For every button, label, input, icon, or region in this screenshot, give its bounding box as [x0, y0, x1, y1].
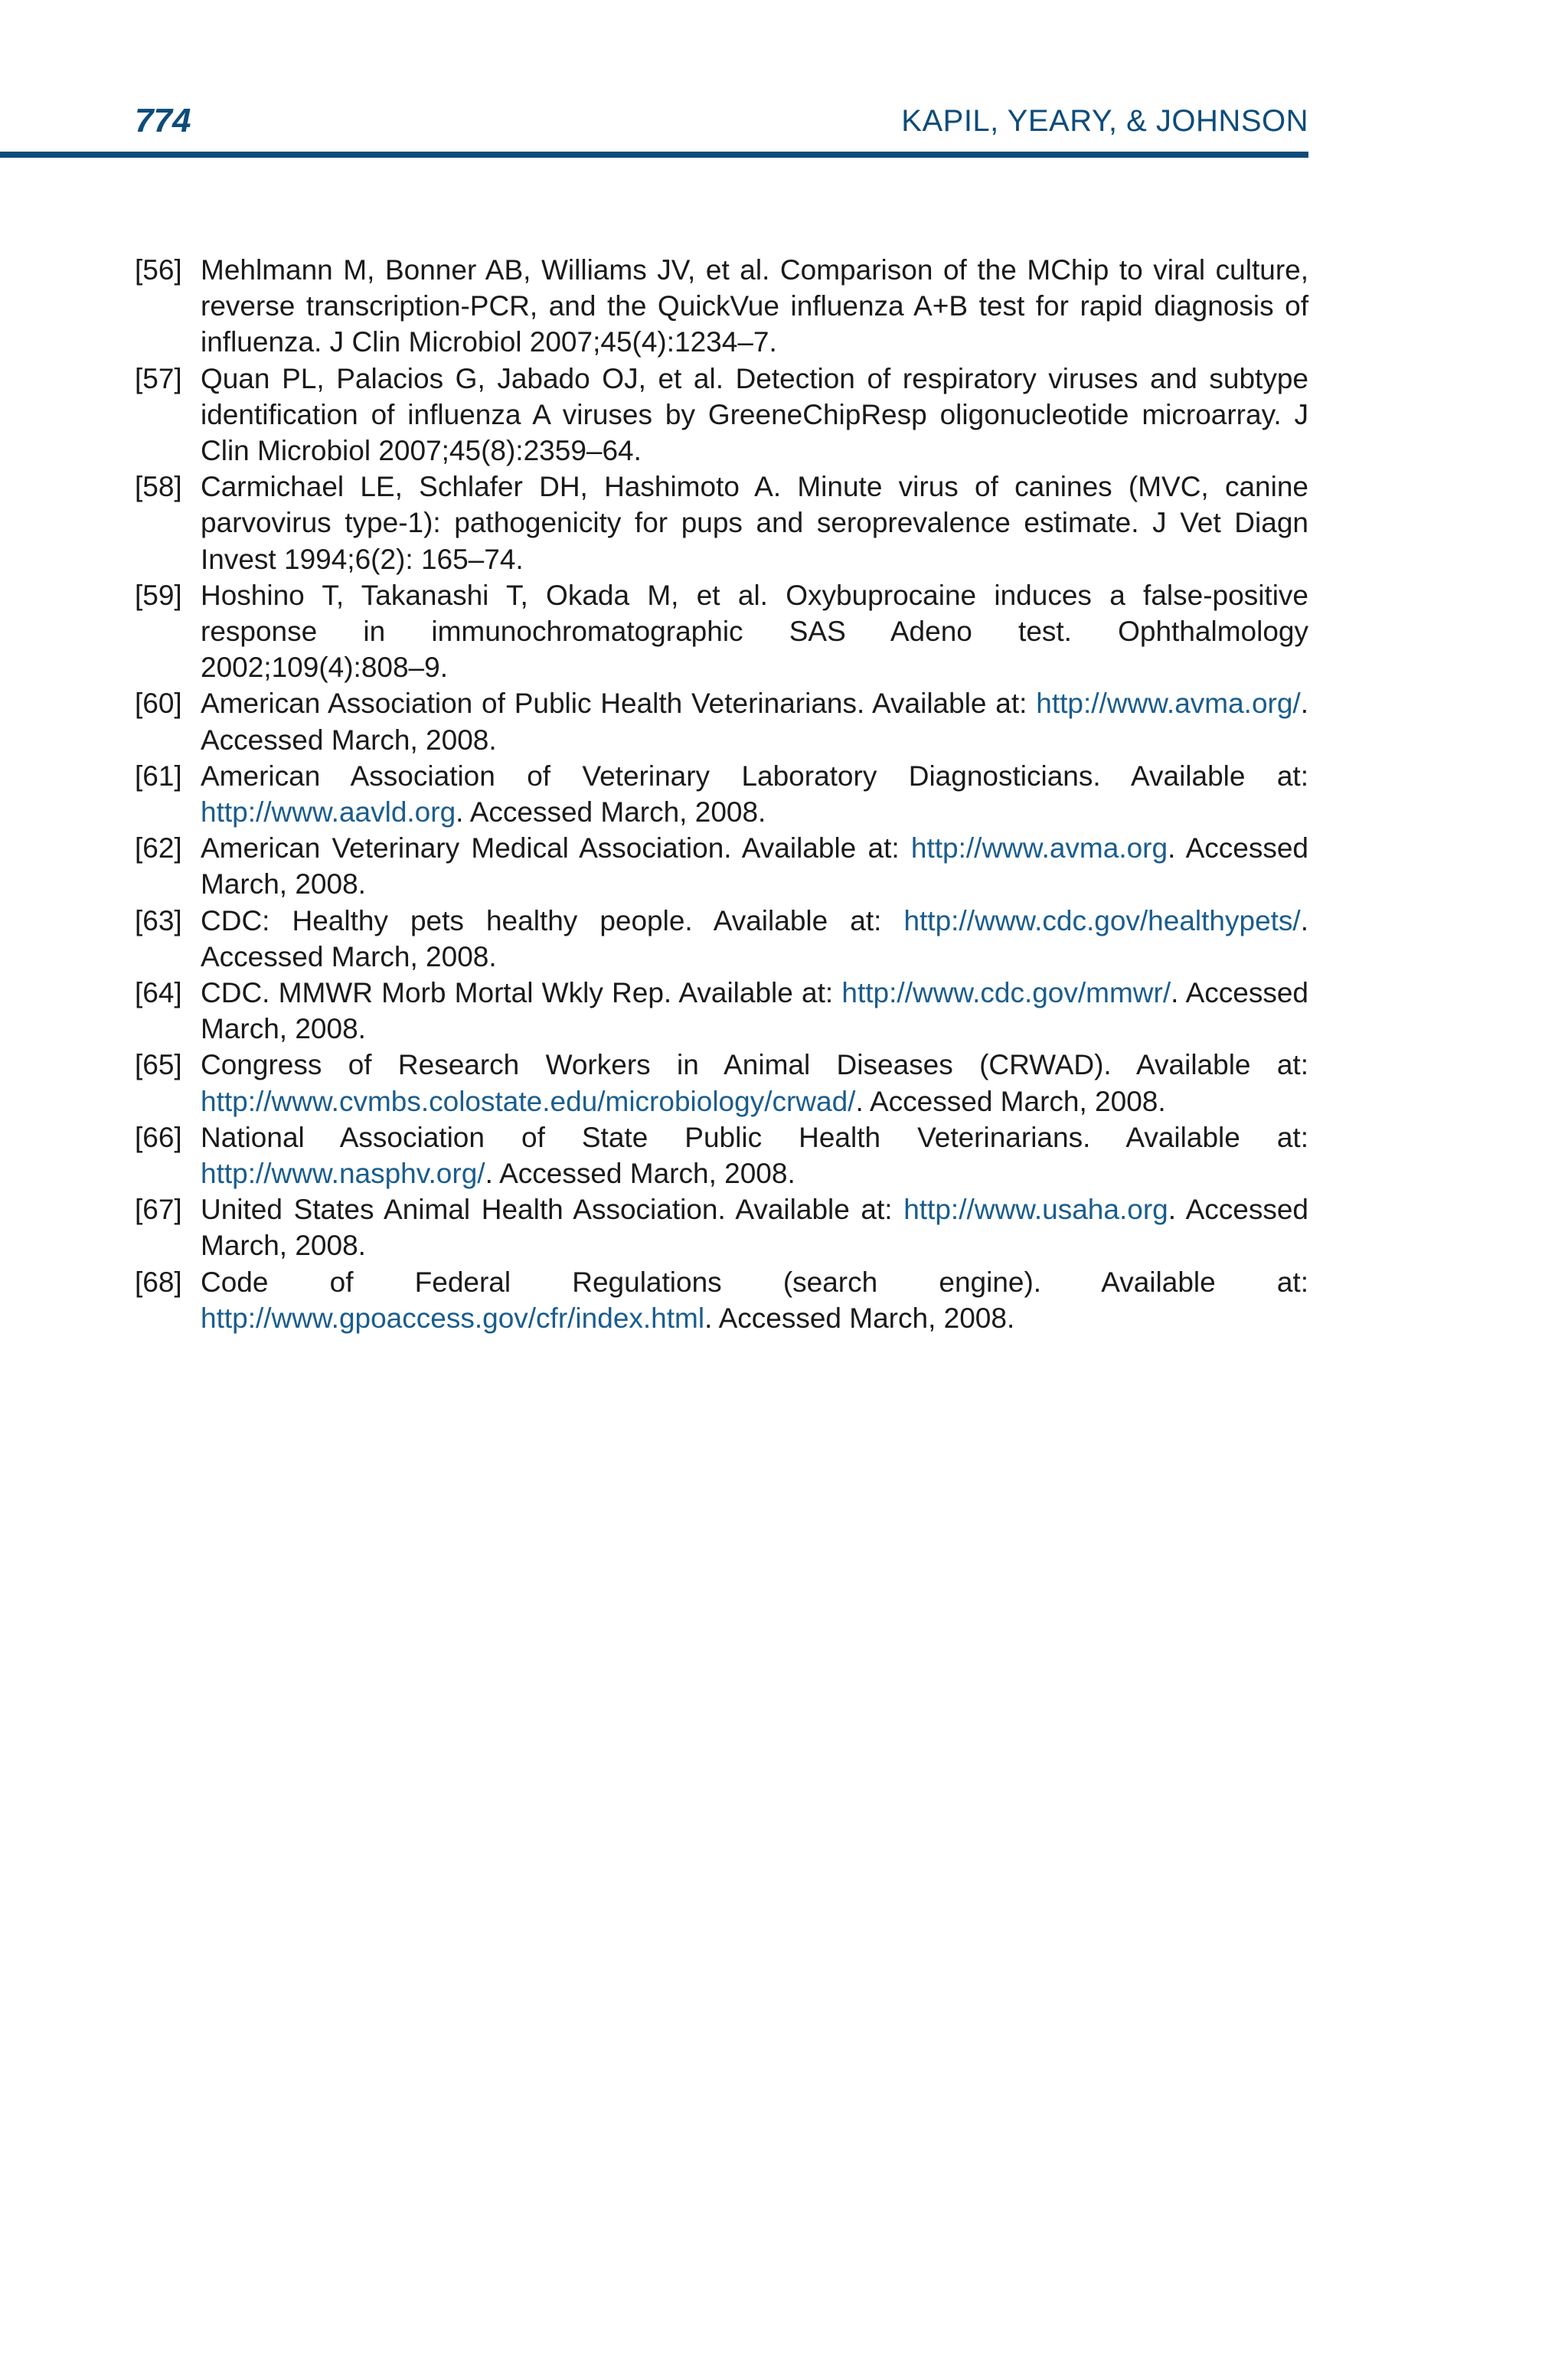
reference-number: [59] [135, 579, 182, 611]
running-head: KAPIL, YEARY, & JOHNSON [901, 104, 1308, 138]
reference-number: [56] [135, 254, 182, 286]
reference-text: American Association of Veterinary Laboratory Diagnosticians. Available at: [201, 760, 1308, 792]
reference-text: United States Animal Health Association. Available at: [201, 1194, 904, 1226]
header-rule [0, 152, 1308, 158]
reference-suffix: . Accessed March, 2008. [201, 1194, 1308, 1262]
reference-text: Quan PL, Palacios G, Jabado OJ, et al. Detection of respiratory viruses and subtype identification of influenza A viruses by GreeneChipResp oligonucleotide microarray. J Clin Microbiol 2007;45(8):2359–64. [201, 362, 1308, 467]
reference-number: [60] [135, 688, 182, 720]
reference-link[interactable]: http://www.usaha.org [903, 1194, 1168, 1226]
reference-suffix: . Accessed March, 2008. [456, 796, 766, 828]
reference-number: [57] [135, 362, 182, 394]
reference-suffix: . Accessed March, 2008. [201, 832, 1308, 900]
reference-suffix: . Accessed March, 2008. [201, 977, 1309, 1045]
reference-text: Code of Federal Regulations (search engine). Available at: [201, 1266, 1308, 1298]
page-header [135, 96, 1308, 146]
reference-suffix: . Accessed March, 2008. [201, 904, 1308, 972]
reference-text: CDC. MMWR Morb Mortal Wkly Rep. Available at: [201, 977, 842, 1009]
reference-number: [63] [135, 904, 182, 936]
reference-item [135, 577, 1308, 686]
reference-text: CDC: Healthy pets healthy people. Available at: [201, 904, 904, 936]
reference-link[interactable]: http://www.avma.org/ [1036, 688, 1301, 720]
reference-suffix: . Accessed March, 2008. [855, 1085, 1166, 1117]
reference-suffix: . Accessed March, 2008. [201, 688, 1308, 756]
reference-link[interactable]: http://www.nasphv.org/ [201, 1158, 485, 1190]
reference-number: [67] [135, 1194, 182, 1226]
reference-text: American Veterinary Medical Association. Available at: [201, 832, 911, 864]
reference-list [135, 252, 1308, 1336]
reference-item [135, 1047, 1308, 1119]
reference-suffix: . Accessed March, 2008. [704, 1302, 1015, 1334]
reference-link[interactable]: http://www.aavld.org [201, 796, 456, 828]
reference-link[interactable]: http://www.cdc.gov/healthypets/ [903, 904, 1301, 936]
reference-link[interactable]: http://www.cdc.gov/mmwr/ [841, 977, 1171, 1009]
reference-item [135, 1191, 1308, 1263]
reference-number: [61] [135, 760, 182, 792]
reference-link[interactable]: http://www.cvmbs.colostate.edu/microbiology/crwad/ [201, 1085, 856, 1117]
reference-number: [64] [135, 977, 182, 1009]
reference-number: [58] [135, 471, 182, 503]
reference-link[interactable]: http://www.avma.org [910, 832, 1168, 864]
reference-link[interactable]: http://www.gpoaccess.gov/cfr/index.html [201, 1302, 705, 1334]
reference-item [135, 903, 1308, 975]
reference-item [135, 1119, 1308, 1191]
reference-text: Congress of Research Workers in Animal Diseases (CRWAD). Available at: [201, 1049, 1308, 1081]
reference-text: American Association of Public Health Veterinarians. Available at: [201, 688, 1037, 720]
reference-number: [66] [135, 1121, 182, 1153]
reference-item [135, 758, 1308, 830]
reference-item [135, 361, 1308, 469]
reference-text: Mehlmann M, Bonner AB, Williams JV, et al. Comparison of the MChip to viral culture, reverse transcription-PCR, and the QuickVue influenza A+B test for rapid diagnosis of influenza. J Clin Microbiol 2007;45(4):1234–7. [201, 254, 1308, 358]
reference-text: Carmichael LE, Schlafer DH, Hashimoto A. Minute virus of canines (MVC, canine parvovirus type-1): pathogenicity for pups and seroprevalence estimate. J Vet Diagn Invest 1994;6(2): 165–74. [201, 471, 1308, 575]
reference-item [135, 252, 1308, 361]
reference-item [135, 469, 1308, 577]
reference-item [135, 685, 1308, 757]
reference-number: [62] [135, 832, 182, 864]
page-number: 774 [135, 102, 191, 139]
reference-suffix: . Accessed March, 2008. [485, 1158, 795, 1190]
reference-text: Hoshino T, Takanashi T, Okada M, et al. Oxybuprocaine induces a false-positive response in immunochromatographic SAS Adeno test. Ophthalmology 2002;109(4):808–9. [201, 579, 1308, 684]
reference-item [135, 975, 1308, 1047]
reference-number: [65] [135, 1049, 182, 1081]
reference-number: [68] [135, 1266, 182, 1298]
reference-item [135, 830, 1308, 902]
reference-text: National Association of State Public Health Veterinarians. Available at: [201, 1121, 1308, 1153]
reference-item [135, 1264, 1308, 1336]
